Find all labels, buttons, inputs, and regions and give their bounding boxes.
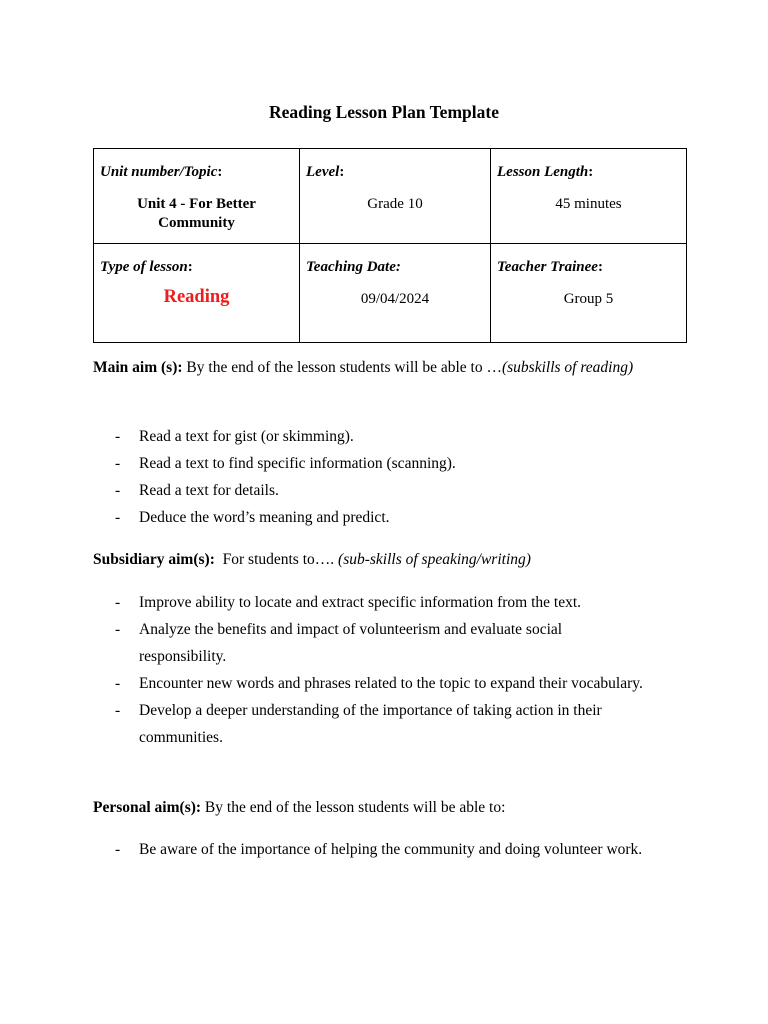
list-item: - Be aware of the importance of helping the community and doing volunteer work. [115,841,643,858]
lesson-type-value: Reading [163,287,230,307]
trainee-cell [491,244,687,343]
main-aim-label: Main aim (s): [93,359,183,376]
main-aim-paragraph [93,354,653,381]
level-cell [300,149,491,244]
subsidiary-aim-label: Subsidiary aim(s): [93,551,215,568]
document-title: Reading Lesson Plan Template [269,102,499,122]
personal-aim-text: By the end of the lesson students will be able to: [201,799,506,816]
info-row-1 [94,149,687,244]
list-item: - Analyze the benefits and impact of volunteerism and evaluate social responsibility. [115,621,563,665]
main-aim-list [93,423,653,531]
length-value: 45 minutes [555,196,622,212]
type-label: Type of lesson: [100,259,193,275]
subsidiary-aim-text: For students to…. [214,551,339,568]
trainee-value: Group 5 [563,291,614,307]
length-label: Lesson Length: [497,164,594,180]
main-aim-note: (subskills of reading) [501,359,634,376]
subsidiary-aim-list [93,589,653,751]
level-value: Grade 10 [367,196,423,212]
list-item: - Improve ability to locate and extract specific information from the text. [115,594,582,611]
unit-cell [94,149,300,244]
personal-aim-label: Personal aim(s): [93,799,202,816]
trainee-label: Teacher Trainee: [497,259,603,275]
subsidiary-aim-paragraph [93,546,653,573]
list-item: - Read a text to find specific information (scanning). [115,455,456,472]
date-label: Teaching Date: [306,259,401,275]
lesson-info-table [93,148,687,343]
main-aim-text: By the end of the lesson students will be able to … [182,359,502,376]
date-cell [300,244,491,343]
list-item: - Develop a deeper understanding of the importance of taking action in their communities. [115,702,602,746]
list-item: - Deduce the word’s meaning and predict. [115,509,390,526]
subsidiary-aim-note: (sub-skills of speaking/writing) [338,551,531,568]
info-row-2 [94,244,687,343]
list-item: - Encounter new words and phrases related to the topic to expand their vocabulary. [115,675,643,692]
type-cell [94,244,300,343]
level-label: Level: [306,164,345,180]
list-item: - Read a text for details. [115,482,279,499]
length-cell [491,149,687,244]
list-item: - Read a text for gist (or skimming). [115,428,354,445]
personal-aim-paragraph [93,794,653,821]
date-value: 09/04/2024 [360,291,430,307]
personal-aim-list [93,836,653,863]
unit-value: Unit 4 - For Better Community [137,196,256,231]
unit-label: Unit number/Topic: [100,164,223,180]
